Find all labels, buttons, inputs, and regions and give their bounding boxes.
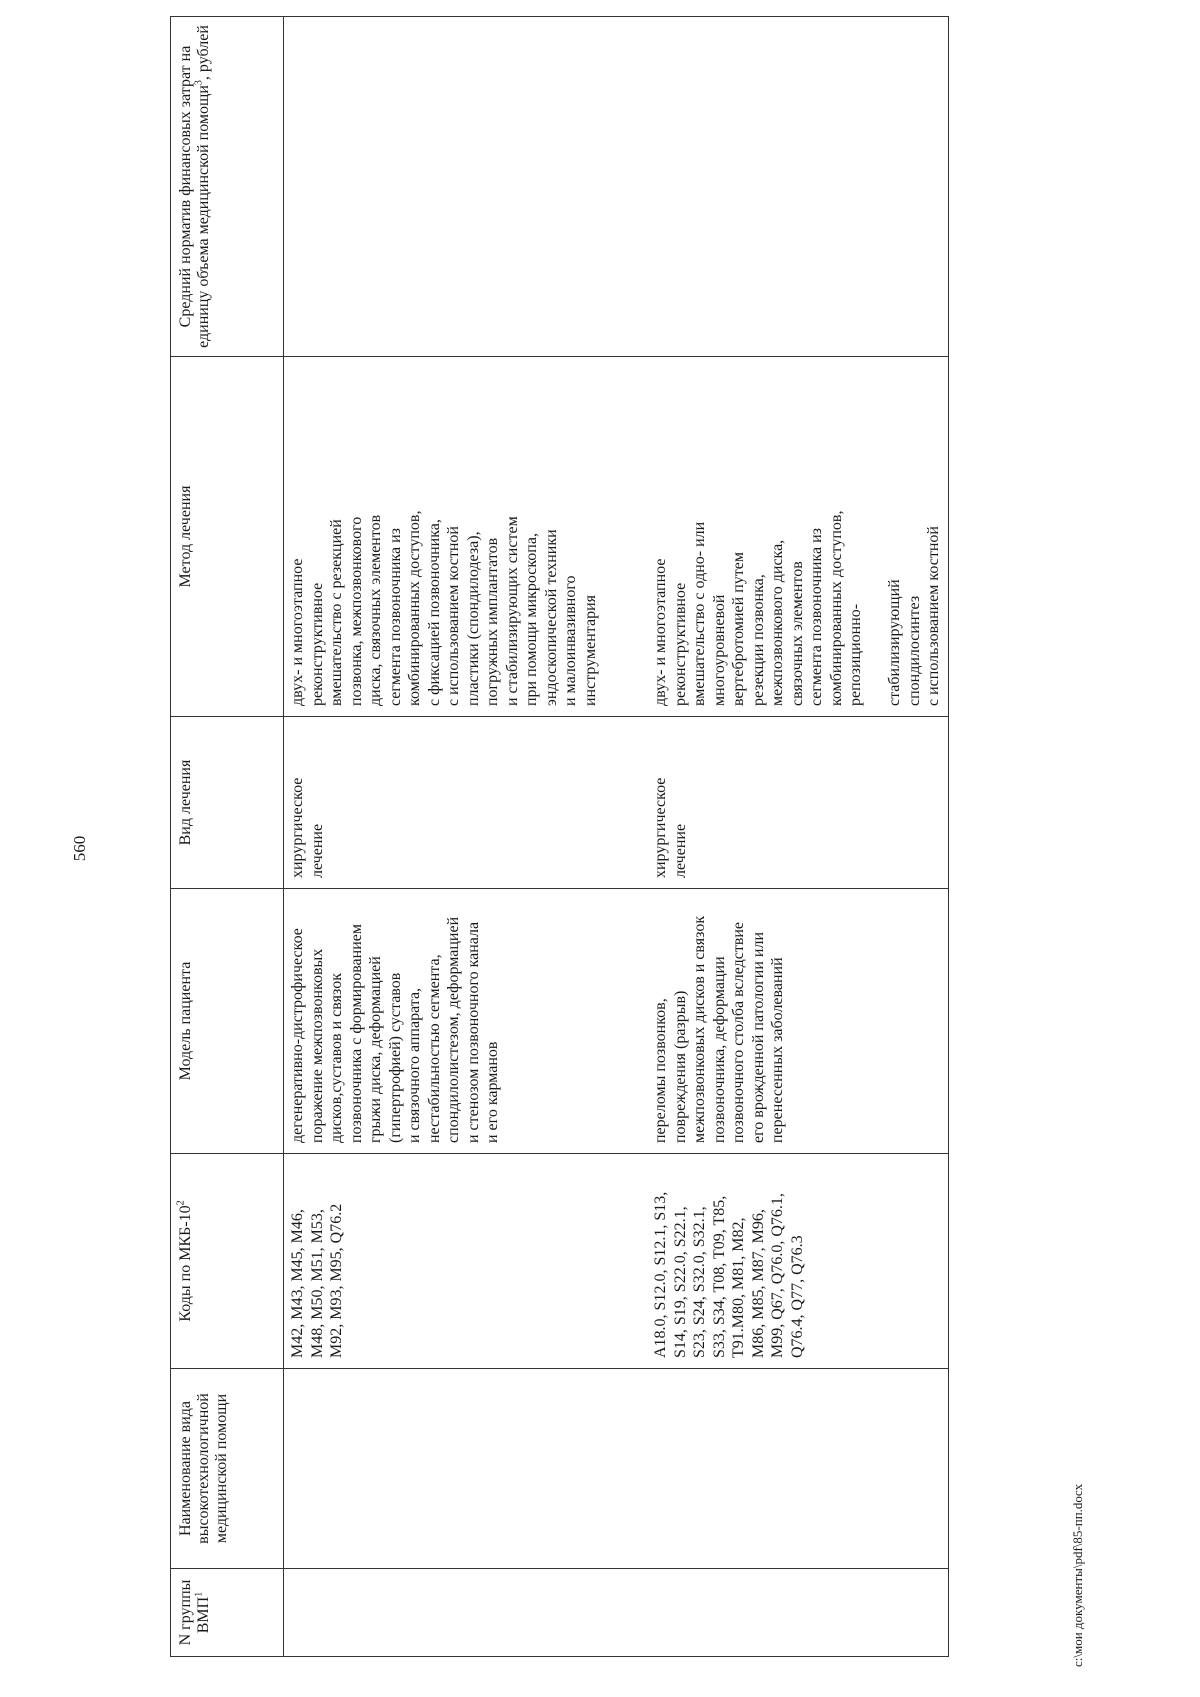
cell-icd-codes: M42, M43, M45, M46, M48, M50, M51, M53, M92, M93, M95, Q76.2 <box>284 1154 648 1369</box>
table-header-row <box>171 17 284 1657</box>
header-treatment-method: Метод лечения <box>171 357 284 717</box>
header-average-cost: Средний норматив финансовых затрат на единицу объема медицинской помощи$^3$, рублей <box>171 17 284 357</box>
table-row <box>647 17 948 1657</box>
cell-group-number <box>284 1569 648 1657</box>
cell-vmp-name <box>647 1369 948 1569</box>
header-icd-codes: Коды по МКБ-$10^2$ <box>171 1154 284 1369</box>
cell-group-number <box>647 1569 948 1657</box>
cell-patient-model: переломы позвонков, повреждения (разрыв) межпозвонковых дисков и связок позвоночника, деформации позвоночного столба вследствие его врожденной патологии или перенесенных заболеваний <box>647 889 948 1154</box>
cell-treatment-type: хирургическое лечение <box>647 717 948 889</box>
table-row <box>284 17 648 1657</box>
file-path-footer: c:\мои документы\pdf\85-пп.docx <box>1070 1483 1085 1667</box>
cell-icd-codes: A18.0, S12.0, S12.1, S13, S14, S19, S22.0, S22.1, S23, S24, S32.0, S32.1, S33, S34, T08, T09, T85, T91.M80, M81, M82, M86, M85, M87, M96, M99, Q67, Q76.0, Q76.1, Q76.4, Q77, Q76.3 <box>647 1154 948 1369</box>
header-group-number: N группы ВМП$^1$ <box>171 1569 284 1657</box>
header-vmp-name: Наименование вида высокотехнологичной медицинской помощи <box>171 1369 284 1569</box>
page-number: 560 <box>70 835 89 862</box>
cell-patient-model: дегенеративно-дистрофическое поражение межпозвонковых дисков,суставов и связок позвоночника с формированием грыжи диска, деформацией (гипертрофией) суставов и связочного аппарата, нестабильностью сегмента, спондилолистезом, деформацией и стенозом позвоночного канала и его карманов <box>284 889 648 1154</box>
cell-average-cost <box>647 17 948 357</box>
header-patient-model: Модель пациента <box>171 889 284 1154</box>
cell-treatment-method: двух- и многоэтапное реконструктивное вмешательство с одно- или многоуровневой вертебротомией путем резекции позвонка, межпозвонкового диска, связочных элементов сегмента позвоночника из комбинированных доступов, репозиционно- стабилизирующий спондилосинтез с использованием костной <box>647 357 948 717</box>
cell-treatment-type: хирургическое лечение <box>284 717 648 889</box>
header-treatment-type: Вид лечения <box>171 717 284 889</box>
cell-treatment-method: двух- и многоэтапное реконструктивное вмешательство с резекцией позвонка, межпозвонкового диска, связочных элементов сегмента позвоночника из комбинированных доступов, с фиксацией позвоночника, с использованием костной пластики (спондилодеза), погружных имплантатов и стабилизирующих систем при помощи микроскопа, эндоскопической техники и малоинвазивного инструментария <box>284 357 648 717</box>
cell-average-cost <box>284 17 648 357</box>
cell-vmp-name <box>284 1369 648 1569</box>
vmp-table <box>170 16 949 1657</box>
